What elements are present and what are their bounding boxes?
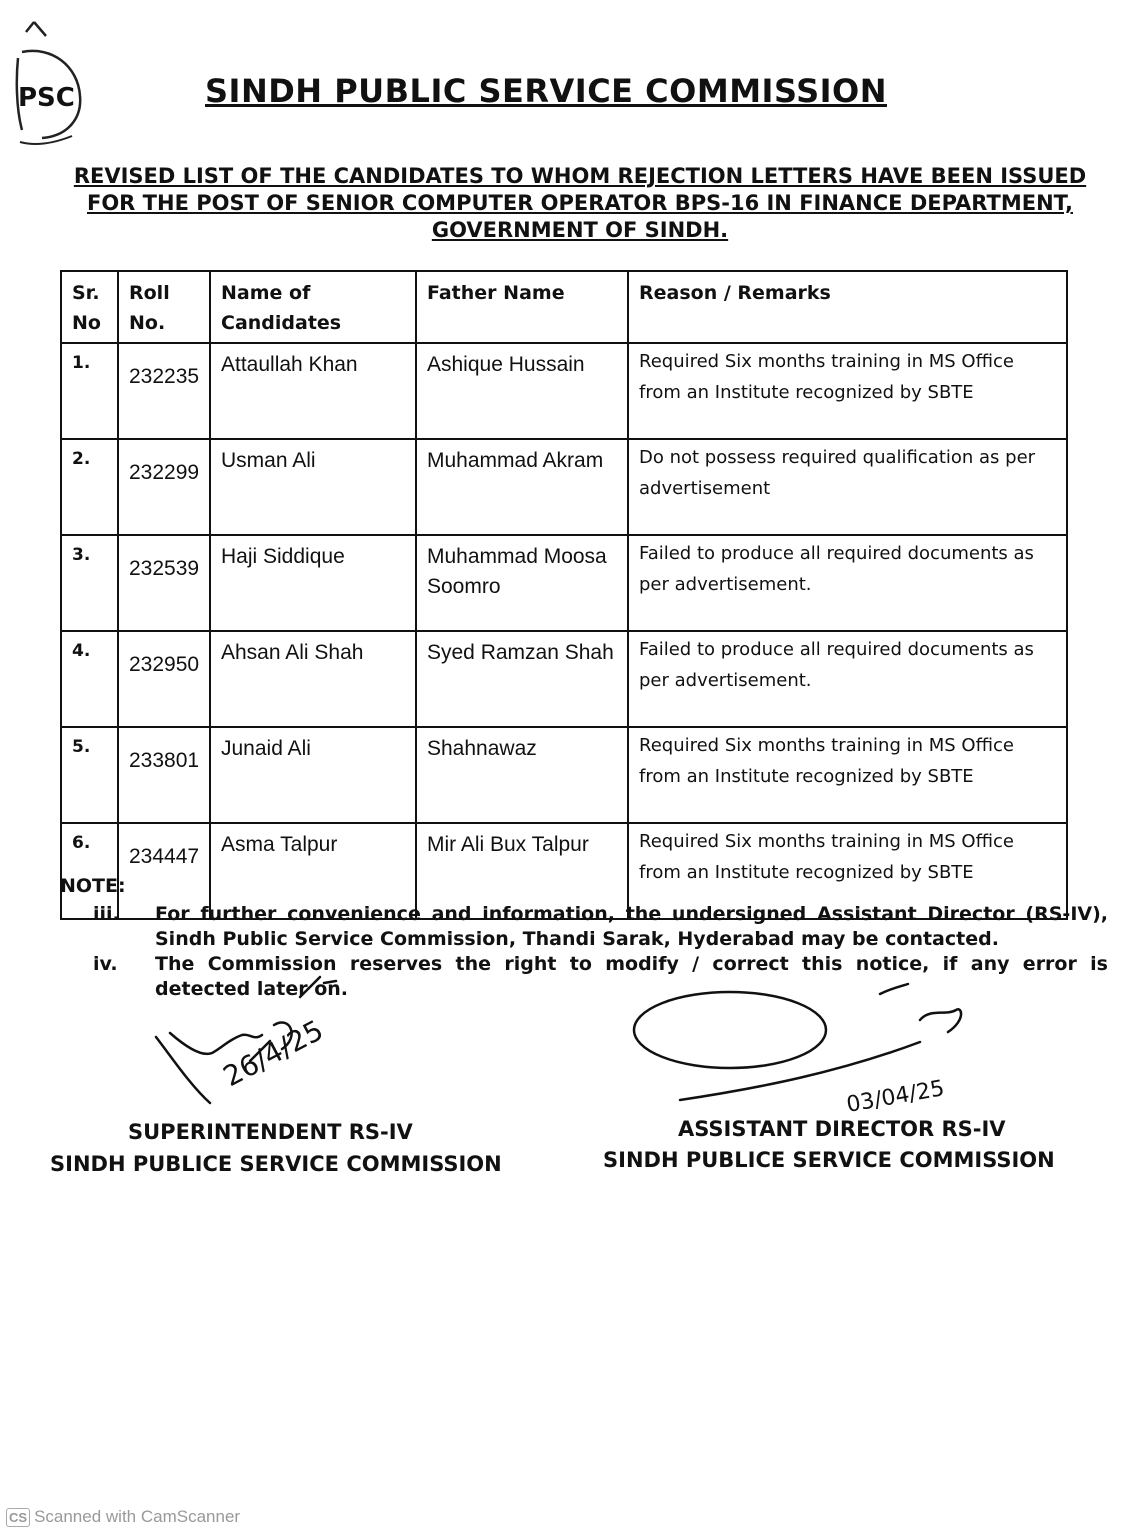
assistant-director-signature — [630, 980, 980, 1120]
father-cell: Mir Ali Bux Talpur — [416, 823, 628, 919]
reason-cell: Failed to produce all required documents as per advertisement. — [628, 535, 1067, 631]
sr-cell: 3. — [61, 535, 118, 631]
right-signatory-title: ASSISTANT DIRECTOR RS-IV — [678, 1117, 1006, 1141]
left-signatory-organization: SINDH PUBLICE SERVICE COMMISSION — [50, 1152, 502, 1176]
sr-cell: 4. — [61, 631, 118, 727]
subtitle-line-3: GOVERNMENT OF SINDH. — [431, 218, 729, 242]
note-heading: NOTE: — [60, 875, 126, 897]
table-header-row — [61, 271, 1067, 343]
name-cell: Haji Siddique — [210, 535, 416, 631]
left-signature-date: 26/4/25 — [217, 1013, 329, 1094]
header-sr-no — [61, 271, 118, 343]
reason-cell: Required Six months training in MS Office from an Institute recognized by SBTE — [628, 823, 1067, 919]
roll-cell: 232299 — [118, 439, 210, 535]
note-item — [93, 902, 1108, 952]
table-row — [61, 535, 1067, 631]
name-cell: Asma Talpur — [210, 823, 416, 919]
camscanner-text: Scanned with CamScanner — [34, 1507, 241, 1526]
superintendent-signature — [150, 975, 350, 1125]
table-row — [61, 439, 1067, 535]
note-number: iv. — [93, 953, 118, 975]
camscanner-icon: CS — [6, 1508, 30, 1527]
left-signatory-title: SUPERINTENDENT RS-IV — [128, 1120, 413, 1144]
sr-cell: 2. — [61, 439, 118, 535]
father-cell: Muhammad Akram — [416, 439, 628, 535]
organization-title: SINDH PUBLIC SERVICE COMMISSION — [205, 72, 887, 110]
note-text: For further convenience and information, the undersigned Assistant Director (RS-IV), Sindh Public Service Commission, Thandi Sarak, Hyderabad may be contacted. — [155, 903, 1108, 950]
father-cell: Syed Ramzan Shah — [416, 631, 628, 727]
note-number: iii. — [93, 903, 120, 925]
header-sr-line1: Sr. — [72, 282, 100, 304]
subtitle-line-1: REVISED LIST OF THE CANDIDATES TO WHOM REJECTION LETTERS HAVE BEEN ISSUED — [73, 164, 1087, 188]
candidates-table — [60, 270, 1068, 920]
sr-cell: 5. — [61, 727, 118, 823]
name-cell: Junaid Ali — [210, 727, 416, 823]
header-roll-line1: Roll — [129, 282, 170, 304]
header-name-line2: Candidates — [221, 312, 342, 334]
table-row — [61, 343, 1067, 439]
psc-logo — [12, 18, 88, 148]
sr-cell: 6. — [61, 823, 118, 919]
reason-cell: Do not possess required qualification as per advertisement — [628, 439, 1067, 535]
reason-cell: Required Six months training in MS Office from an Institute recognized by SBTE — [628, 343, 1067, 439]
header-reason: Reason / Remarks — [628, 271, 1067, 343]
right-signature-date: 03/04/25 — [844, 1076, 947, 1118]
note-text: The Commission reserves the right to modify / correct this notice, if any error is detected later on. — [155, 953, 1108, 1000]
table-row — [61, 631, 1067, 727]
roll-cell: 232539 — [118, 535, 210, 631]
name-cell: Ahsan Ali Shah — [210, 631, 416, 727]
reason-cell: Required Six months training in MS Office from an Institute recognized by SBTE — [628, 727, 1067, 823]
document-subtitle — [60, 163, 1100, 244]
father-cell: Shahnawaz — [416, 727, 628, 823]
father-cell: Muhammad Moosa Soomro — [416, 535, 628, 631]
camscanner-footer — [6, 1505, 240, 1529]
roll-cell: 234447 — [118, 823, 210, 919]
logo-lettering: PSC — [18, 83, 75, 113]
roll-cell: 232950 — [118, 631, 210, 727]
subtitle-line-2: FOR THE POST OF SENIOR COMPUTER OPERATOR BPS-16 IN FINANCE DEPARTMENT, — [86, 191, 1073, 215]
name-cell: Usman Ali — [210, 439, 416, 535]
header-candidate-name — [210, 271, 416, 343]
right-signatory-organization: SINDH PUBLICE SERVICE COMMISSION — [603, 1148, 1055, 1172]
header-roll-line2: No. — [129, 312, 166, 334]
roll-cell: 232235 — [118, 343, 210, 439]
father-cell: Ashique Hussain — [416, 343, 628, 439]
table-row — [61, 727, 1067, 823]
roll-cell: 233801 — [118, 727, 210, 823]
header-father-name: Father Name — [416, 271, 628, 343]
header-name-line1: Name of — [221, 282, 311, 304]
header-sr-line2: No — [72, 312, 101, 334]
header-roll-no — [118, 271, 210, 343]
sr-cell: 1. — [61, 343, 118, 439]
name-cell: Attaullah Khan — [210, 343, 416, 439]
reason-cell: Failed to produce all required documents as per advertisement. — [628, 631, 1067, 727]
